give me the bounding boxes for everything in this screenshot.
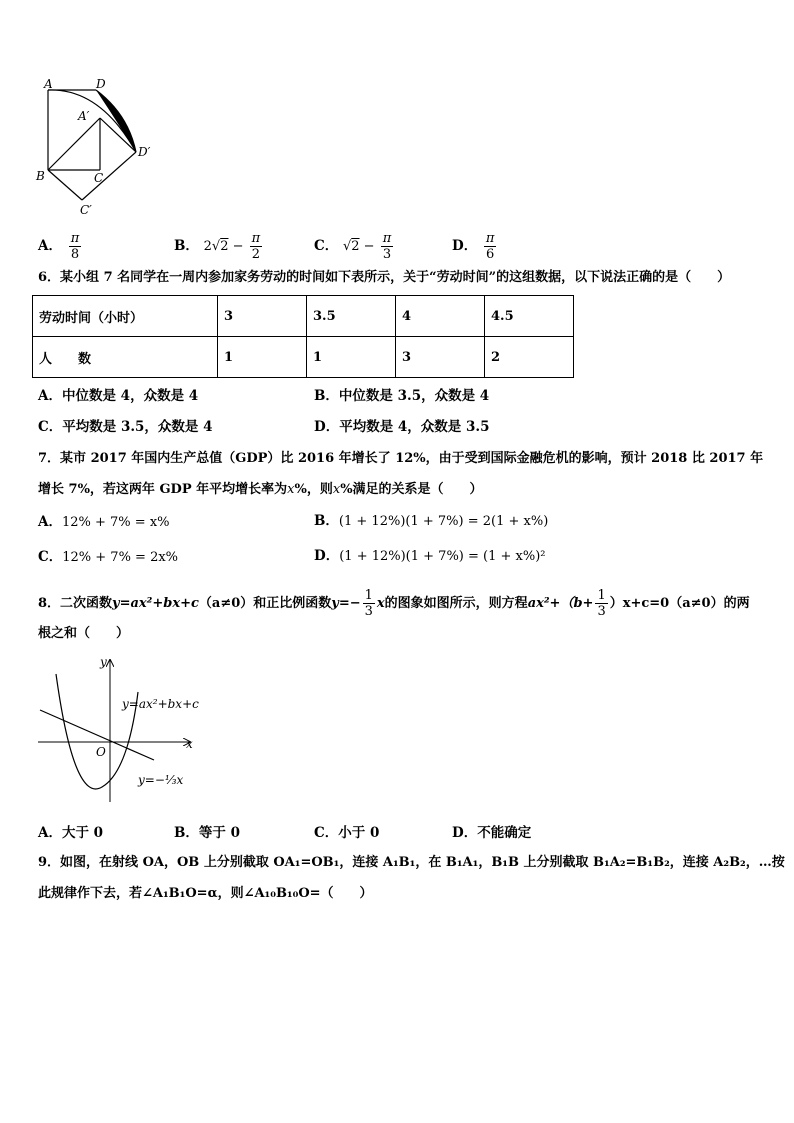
table-cell: 人 数 bbox=[33, 337, 218, 378]
q6-stem: 6．某小组 7 名同学在一周内参加家务劳动的时间如下表所示，关于“劳动时间”的这组数据，以下说法正确的是（ ） bbox=[38, 270, 731, 285]
q6-option-a[interactable]: A．中位数是 4，众数是 4 bbox=[38, 388, 199, 404]
table-row bbox=[33, 296, 574, 337]
q8-stem-line1: 8．二次函数y=ax²+bx+c（a≠0）和正比例函数y=− $\frac{1}{3}$ x的图象如图所示，则方程ax²+（b+ $\frac{1}{3}$ ）x+c=0（a≠0）的两 bbox=[38, 588, 750, 619]
q5-label-b: B bbox=[36, 169, 45, 183]
table-row bbox=[33, 337, 574, 378]
table-cell: 劳动时间（小时） bbox=[33, 296, 218, 337]
x-axis-label: x bbox=[186, 737, 193, 751]
q5-line-bc1 bbox=[48, 170, 82, 200]
q9-stem-line1: 9．如图，在射线 OA，OB 上分别截取 OA₁=OB₁，连接 A₁B₁，在 B₁A₁，B₁B 上分别截取 B₁A₂=B₁B₂，连接 A₂B₂，…按 bbox=[38, 855, 785, 870]
q5-option-d-math: $\frac{\pi}{6}$ bbox=[485, 231, 495, 262]
q5-option-a-math: $\frac{\pi}{8}$ bbox=[70, 231, 80, 262]
q8-fraction-1: $\frac{1}{3}$ bbox=[364, 588, 373, 619]
table-cell: 4 bbox=[396, 296, 485, 337]
q7-option-d[interactable]: D．(1 + 12%)(1 + 7%) = (1 + x%)² bbox=[314, 548, 546, 564]
q8-stem-line2: 根之和（ ） bbox=[38, 626, 130, 641]
table-cell: 3.5 bbox=[307, 296, 396, 337]
q5-label-c1: C′ bbox=[80, 203, 92, 217]
q5-label-c: C bbox=[94, 171, 104, 185]
q8-option-c[interactable]: C．小于 0 bbox=[314, 825, 380, 841]
q8-option-a[interactable]: A．大于 0 bbox=[38, 825, 104, 841]
q5-figure bbox=[30, 74, 160, 220]
q6-option-d[interactable]: D．平均数是 4，众数是 3.5 bbox=[314, 419, 490, 435]
table-cell: 3 bbox=[218, 296, 307, 337]
table-cell: 3 bbox=[396, 337, 485, 378]
q5-option-d[interactable]: D． $\frac{\pi}{6}$ bbox=[452, 231, 495, 262]
q5-label-d: D bbox=[96, 77, 106, 91]
q5-option-c[interactable]: C． √2 − $\frac{\pi}{3}$ bbox=[314, 231, 392, 262]
table-cell: 4.5 bbox=[485, 296, 574, 337]
q8-fraction-2: $\frac{1}{3}$ bbox=[597, 588, 606, 619]
q5-label-d1: D′ bbox=[138, 145, 151, 159]
q5-label-a1: A′ bbox=[78, 109, 90, 123]
q5-option-b[interactable]: B． 2√2 − $\frac{\pi}{2}$ bbox=[174, 231, 261, 262]
table-cell: 1 bbox=[218, 337, 307, 378]
q7-option-a[interactable]: A．12% + 7% = x% bbox=[38, 514, 170, 530]
line-label: y=−⅓x bbox=[138, 773, 184, 787]
table-cell: 2 bbox=[485, 337, 574, 378]
q5-line-c1d1 bbox=[82, 152, 136, 200]
q9-stem-line2: 此规律作下去，若∠A₁B₁O=α，则∠A₁₀B₁₀O=（ ） bbox=[38, 886, 373, 901]
q8-option-b[interactable]: B．等于 0 bbox=[174, 825, 241, 841]
parabola bbox=[56, 674, 138, 789]
q6-option-b[interactable]: B．中位数是 3.5，众数是 4 bbox=[314, 388, 490, 404]
q8-option-d[interactable]: D．不能确定 bbox=[452, 825, 532, 841]
q5-option-b-math: 2√2 − bbox=[203, 239, 248, 254]
y-axis-label: y bbox=[100, 655, 107, 669]
q6-table bbox=[32, 295, 574, 378]
q7-option-b[interactable]: B．(1 + 12%)(1 + 7%) = 2(1 + x%) bbox=[314, 513, 549, 529]
q7-stem-line1: 7．某市 2017 年国内生产总值（GDP）比 2016 年增长了 12%，由于受到国际金融危机的影响，预计 2018 比 2017 年 bbox=[38, 451, 764, 466]
origin-label: O bbox=[96, 745, 106, 759]
q5-label-a: A bbox=[44, 77, 53, 91]
q5-line-ba1 bbox=[48, 118, 100, 170]
q7-stem-line2: 增长 7%，若这两年 GDP 年平均增长率为x%，则x%满足的关系是（ ） bbox=[38, 482, 483, 497]
q5-option-c-math: √2 − bbox=[342, 239, 379, 254]
q8-graph bbox=[34, 654, 204, 806]
parabola-label: y=ax²+bx+c bbox=[122, 697, 199, 711]
q7-option-c[interactable]: C．12% + 7% = 2x% bbox=[38, 549, 179, 565]
table-cell: 1 bbox=[307, 337, 396, 378]
q5-option-a[interactable]: A． $\frac{\pi}{8}$ bbox=[38, 231, 80, 262]
q6-option-c[interactable]: C．平均数是 3.5，众数是 4 bbox=[38, 419, 213, 435]
